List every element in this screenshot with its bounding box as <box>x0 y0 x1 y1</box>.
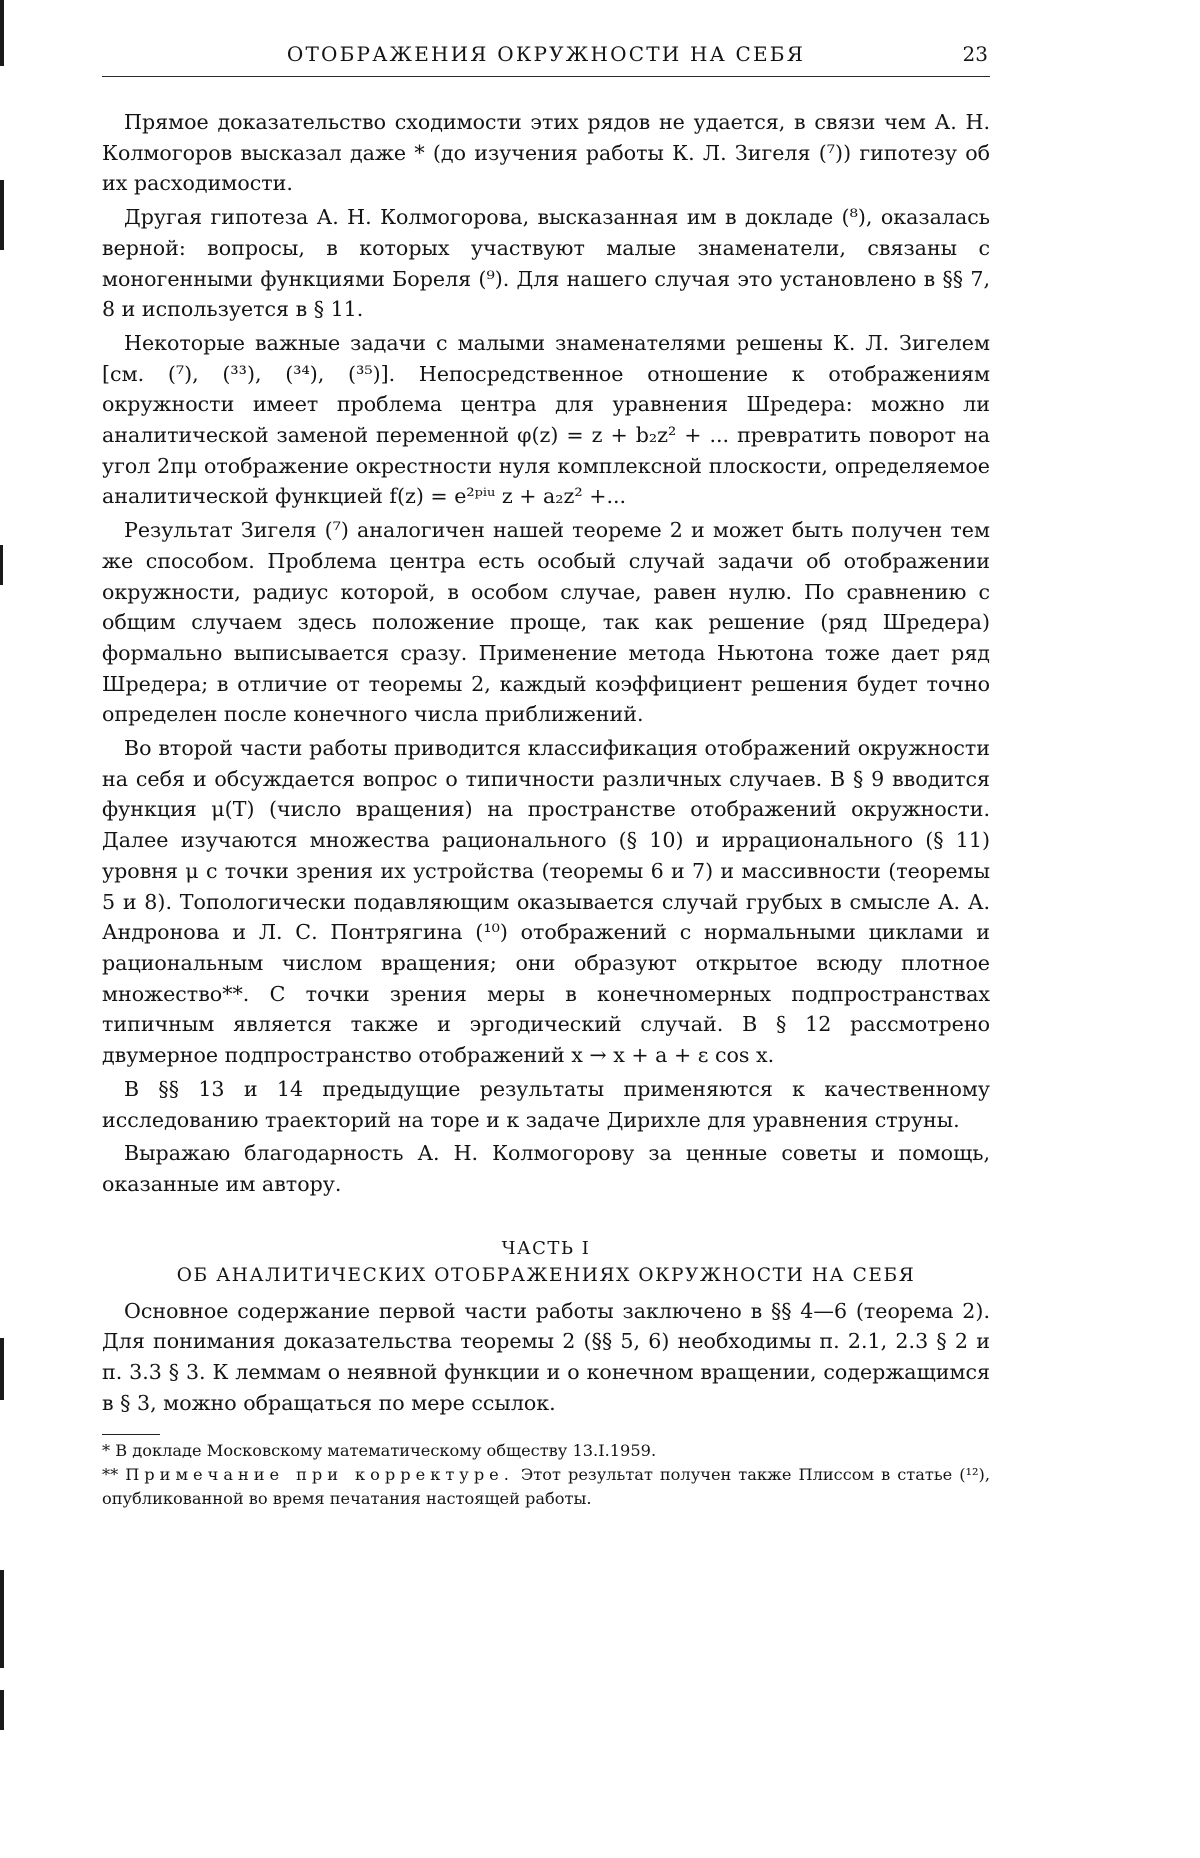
paragraph: Прямое доказательство сходимости этих рядов не удается, в связи чем А. Н. Колмогоров высказал даже * (до изучения работы К. Л. Зигеля (⁷)) гипотезу об их расходимости. <box>102 110 990 196</box>
running-title: ОТОБРАЖЕНИЯ ОКРУЖНОСТИ НА СЕБЯ <box>286 42 806 66</box>
binding-mark <box>0 180 4 250</box>
binding-mark <box>0 0 4 66</box>
footnote <box>102 1439 990 1463</box>
page-number: 23 <box>962 42 988 66</box>
footnote-mark: ** <box>102 1465 119 1485</box>
footnote <box>102 1463 990 1511</box>
footnote-label: Примечание при корректуре. <box>125 1465 514 1485</box>
footnote-text: В докладе Московскому математическому обществу 13.I.1959. <box>115 1441 657 1461</box>
paragraph: В §§ 13 и 14 предыдущие результаты применяются к качественному исследованию траекторий на торе и к задаче Дирихле для уравнения струны. <box>102 1076 990 1132</box>
paragraph: Во второй части работы приводится классификация отображений окружности на себя и обсуждается вопрос о типичности различных случаев. В § 9 вводится функция μ(T) (число вращения) на пространстве отображений окружности. Далее изучаются множества рационального (§ 10) и иррационального (§ 11) уровня μ с точки зрения их устройства (теоремы 6 и 7) и массивности (теоремы 5 и 8). Топологически подавляющим оказывается случай грубых в смысле А. А. Андронова и Л. С. Понтрягина (¹⁰) отображений с нормальными циклами и рациональным числом вращения; они образуют открытое всюду плотное множество**. С точки зрения меры в конечномерных подпространствах типичным является также и эргодический случай. В § 12 рассмотрено двумерное подпространство отображений x → x + a + ε cos x. <box>102 736 990 1068</box>
paragraph: Другая гипотеза А. Н. Колмогорова, высказанная им в докладе (⁸), оказалась верной: вопросы, в которых участвуют малые знаменатели, связаны с моногенными функциями Бореля (⁹). Для нашего случая это установлено в §§ 7, 8 и используется в § 11. <box>102 205 990 322</box>
paragraph: Результат Зигеля (⁷) аналогичен нашей теореме 2 и может быть получен тем же способом. Проблема центра есть особый случай задачи об отображении окружности, радиус которой, в особом случае, равен нулю. По сравнению с общим случаем здесь положение проще, так как решение (ряд Шредера) формально выписывается сразу. Применение метода Ньютона тоже дает ряд Шредера; в отличие от теоремы 2, каждый коэффициент решения будет точно определен после конечного числа приближений. <box>102 518 990 727</box>
footnote-mark: * <box>102 1441 111 1461</box>
footnote-rule <box>102 1434 160 1435</box>
part-label: ЧАСТЬ I <box>501 1237 591 1259</box>
binding-mark <box>0 545 3 585</box>
binding-mark <box>0 1690 4 1730</box>
footnote-text: Этот результат получен также Плиссом в статье (¹²), опубликованной во время печатания настоящей работы. <box>102 1465 990 1509</box>
paragraph: Выражаю благодарность А. Н. Колмогорову за ценные советы и помощь, оказанные им автору. <box>102 1141 990 1196</box>
paragraph: Основное содержание первой части работы заключено в §§ 4—6 (теорема 2). Для понимания доказательства теоремы 2 (§§ 5, 6) необходимы п. 2.1, 2.3 § 2 и п. 3.3 § 3. К леммам о неявной функции и о конечном вращении, содержащимся в § 3, можно обращаться по мере ссылок. <box>102 1298 990 1415</box>
paragraph: Некоторые важные задачи с малыми знаменателями решены К. Л. Зигелем [см. (⁷), (³³), (³⁴), (³⁵)]. Непосредственное отношение к отображениям окружности имеет проблема центра для уравнения Шредера: можно ли аналитической заменой переменной φ(z) = z + b₂z² + ... превратить поворот на угол 2πμ отображение окрестности нуля комплексной плоскости, определяемое аналитической функцией f(z) = e²ᵖⁱᵘ z + a₂z² +... <box>102 330 990 509</box>
binding-mark <box>0 1338 4 1400</box>
binding-mark <box>0 1570 4 1668</box>
page <box>102 38 990 1511</box>
part-title: ОБ АНАЛИТИЧЕСКИХ ОТОБРАЖЕНИЯХ ОКРУЖНОСТИ НА СЕБЯ <box>176 1264 916 1286</box>
running-header <box>102 38 990 77</box>
